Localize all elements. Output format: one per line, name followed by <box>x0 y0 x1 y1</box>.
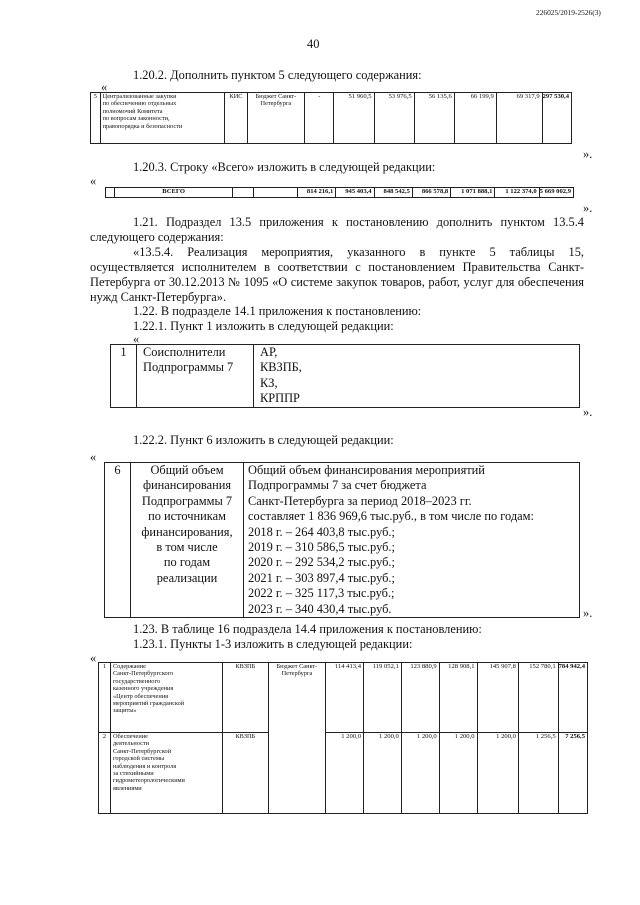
empty-cell <box>106 188 115 198</box>
empty-cell <box>254 188 298 198</box>
value-cell: 123 880,9 <box>401 663 439 733</box>
text-line: 2022 г. – 325 117,3 тыс.руб.; <box>248 586 395 601</box>
item-name-line: «Центр обеспечения <box>112 692 168 700</box>
quote-close-3: ». <box>583 405 593 419</box>
co-executor: КЗ, <box>260 375 278 390</box>
doc-number: 226025/2019-2526(3) <box>536 8 601 17</box>
empty-cell <box>232 188 253 198</box>
item-name-line: за стихийными <box>112 770 154 778</box>
item-name-line: по вопросам законности, <box>102 115 170 123</box>
section-1-20-2: 1.20.2. Дополнить пунктом 5 следующего содержания: <box>133 68 422 82</box>
total-value: 1 071 888,1 <box>451 188 495 198</box>
value-cell: 1 200,0 <box>477 733 518 814</box>
total-cell: 784 942,4 <box>558 663 587 733</box>
item-name-line: деятельности <box>112 740 150 748</box>
quote-close-2: ». <box>583 201 593 215</box>
value-cell: 1 256,5 <box>518 733 558 814</box>
value-cell: 51 960,5 <box>334 93 374 144</box>
text-line: Подпрограммы 7 за счет бюджета <box>248 478 427 493</box>
funding-source-line: Бюджет Санкт- <box>276 663 318 670</box>
quote-open-1: « <box>101 80 108 94</box>
co-executor: КВЗПБ, <box>260 360 302 375</box>
text-line: 2021 г. – 303 897,4 тыс.руб.; <box>248 570 395 585</box>
value-cell: 119 052,1 <box>364 663 402 733</box>
section-1-21: 1.21. Подраздел 13.5 приложения к постановлению дополнить пунктом 13.5.4 следующего содержания: <box>90 215 584 244</box>
quote-open-3: « <box>133 332 140 346</box>
label-line: по годам <box>163 555 211 570</box>
table-item-5 <box>90 92 572 144</box>
section-1-23: 1.23. В таблице 16 подраздела 14.4 приложения к постановлению: <box>133 622 482 636</box>
executor: КВЗПБ <box>222 663 268 733</box>
row-number: 1 <box>99 663 111 733</box>
section-1-23-1: 1.23.1. Пункты 1-3 изложить в следующей редакции: <box>133 637 413 651</box>
quote-open-4: « <box>90 450 97 464</box>
item-name-line: защиты» <box>112 707 137 715</box>
item-name-line: полномочий Комитета <box>102 107 163 115</box>
total-value: 866 578,8 <box>412 188 450 198</box>
item-name-line: Централизованные закупки <box>102 93 177 100</box>
total-value: 814 216,1 <box>298 188 336 198</box>
quote-close-4: ». <box>583 606 593 620</box>
label-line: Соисполнители <box>143 345 226 359</box>
co-executors-list <box>254 345 580 408</box>
executor: КИС <box>225 93 247 144</box>
quote-close-1: ». <box>583 147 593 161</box>
value-cell: 152 780,1 <box>518 663 558 733</box>
value-cell: 1 200,0 <box>364 733 402 814</box>
item-name-cell <box>100 93 225 144</box>
text-line: Санкт-Петербурга за период 2018–2023 гг. <box>248 493 472 508</box>
item-name-line: Обеспечение <box>112 733 148 740</box>
label-line: Подпрограммы 7 <box>143 360 234 375</box>
row-number: 5 <box>91 93 101 144</box>
item-name-line: казенного учреждения <box>112 685 174 693</box>
text-line: 2018 г. – 264 403,8 тыс.руб.; <box>248 524 395 539</box>
table-16 <box>98 662 588 814</box>
value-dash: - <box>305 93 334 144</box>
label-line: финансирования <box>142 478 232 493</box>
label-line: финансирования, <box>141 524 233 539</box>
row-number: 6 <box>105 463 131 618</box>
executor: КВЗПБ <box>222 733 268 814</box>
item-name-line: наблюдения и контроля <box>112 762 177 770</box>
page-number: 40 <box>307 37 320 51</box>
section-1-22: 1.22. В подразделе 14.1 приложения к постановлению: <box>133 304 422 318</box>
item-name-line: Санкт-Петербургского <box>112 670 174 678</box>
item-name-line: правопорядка и безопасности <box>102 122 183 130</box>
funding-source-line: Петербурга <box>260 100 292 108</box>
value-cell: 56 135,6 <box>414 93 454 144</box>
value-cell: 1 200,0 <box>439 733 477 814</box>
value-cell: 53 976,5 <box>374 93 414 144</box>
label-line: по источникам <box>148 509 226 524</box>
label-line: в том числе <box>156 540 218 555</box>
value-cell: 128 908,1 <box>439 663 477 733</box>
funding-source-cell <box>247 93 304 144</box>
value-cell: 145 907,8 <box>477 663 518 733</box>
co-executors-label-cell <box>137 345 254 408</box>
funding-source-line: Бюджет Санкт- <box>255 93 297 100</box>
item-name-line: мероприятий гражданской <box>112 700 185 708</box>
row-number: 1 <box>111 345 137 408</box>
section-1-22-1: 1.22.1. Пункт 1 изложить в следующей редакции: <box>133 319 394 333</box>
text-line: 2020 г. – 292 534,2 тыс.руб.; <box>248 555 395 570</box>
total-cell: 297 530,4 <box>542 93 571 144</box>
financing-text-cell <box>244 463 580 618</box>
section-13-5-4: «13.5.4. Реализация мероприятия, указанного в пункте 5 таблицы 15, осуществляется исполнителем в соответствии с постановлением Правительства Санкт-Петербурга от 30.12.2013 № 1095 «О системе закупок товаров, работ, услуг для обеспечения нужд Санкт-Петербурга». <box>90 245 584 304</box>
label-line: Подпрограммы 7 <box>141 493 233 508</box>
section-1-22-2: 1.22.2. Пункт 6 изложить в следующей редакции: <box>133 433 394 447</box>
text-line: Общий объем финансирования мероприятий <box>248 463 485 477</box>
quote-open-5: « <box>90 651 97 665</box>
item-name-cell <box>110 663 222 733</box>
total-value: 1 122 374,0 <box>495 188 539 198</box>
funding-source-cell <box>268 663 326 814</box>
item-name-line: Санкт-Петербургской <box>112 747 172 755</box>
value-cell: 1 200,0 <box>326 733 364 814</box>
table-co-executors <box>110 344 580 408</box>
item-name-line: по обеспечению отдельных <box>102 100 177 108</box>
funding-source-line: Петербурга <box>281 670 313 678</box>
item-name-line: государственного <box>112 677 161 685</box>
total-cell: 7 256,5 <box>558 733 587 814</box>
text-line: 2019 г. – 310 586,5 тыс.руб.; <box>248 540 395 555</box>
item-name-line: гидрометеорологическими <box>112 777 185 785</box>
total-value: 5 669 002,9 <box>539 188 573 198</box>
total-label: ВСЕГО <box>115 188 233 198</box>
item-name-line: явлениями <box>112 784 142 792</box>
total-value: 945 403,4 <box>336 188 374 198</box>
value-cell: 1 200,0 <box>401 733 439 814</box>
value-cell: 114 413,4 <box>326 663 364 733</box>
section-1-20-3: 1.20.3. Строку «Всего» изложить в следующей редакции: <box>133 160 436 174</box>
quote-open-2: « <box>90 174 97 188</box>
co-executor: КРППР <box>260 391 300 406</box>
item-name-line: Содержание <box>112 663 146 670</box>
financing-label-cell <box>131 463 244 618</box>
table-financing <box>104 462 580 618</box>
item-name-cell <box>110 733 222 814</box>
value-cell: 66 199,9 <box>454 93 496 144</box>
label-line: Общий объем <box>150 463 224 477</box>
row-number: 2 <box>99 733 111 814</box>
label-line: реализации <box>156 570 218 585</box>
value-cell: 69 317,9 <box>496 93 542 144</box>
item-name-line: городской системы <box>112 755 165 763</box>
text-line: 2023 г. – 340 430,4 тыс.руб. <box>248 601 392 616</box>
total-value: 848 542,5 <box>374 188 412 198</box>
table-total-row <box>105 187 574 198</box>
co-executor: АР, <box>260 345 278 359</box>
text-line: составляет 1 836 969,6 тыс.руб., в том числе по годам: <box>248 509 534 524</box>
